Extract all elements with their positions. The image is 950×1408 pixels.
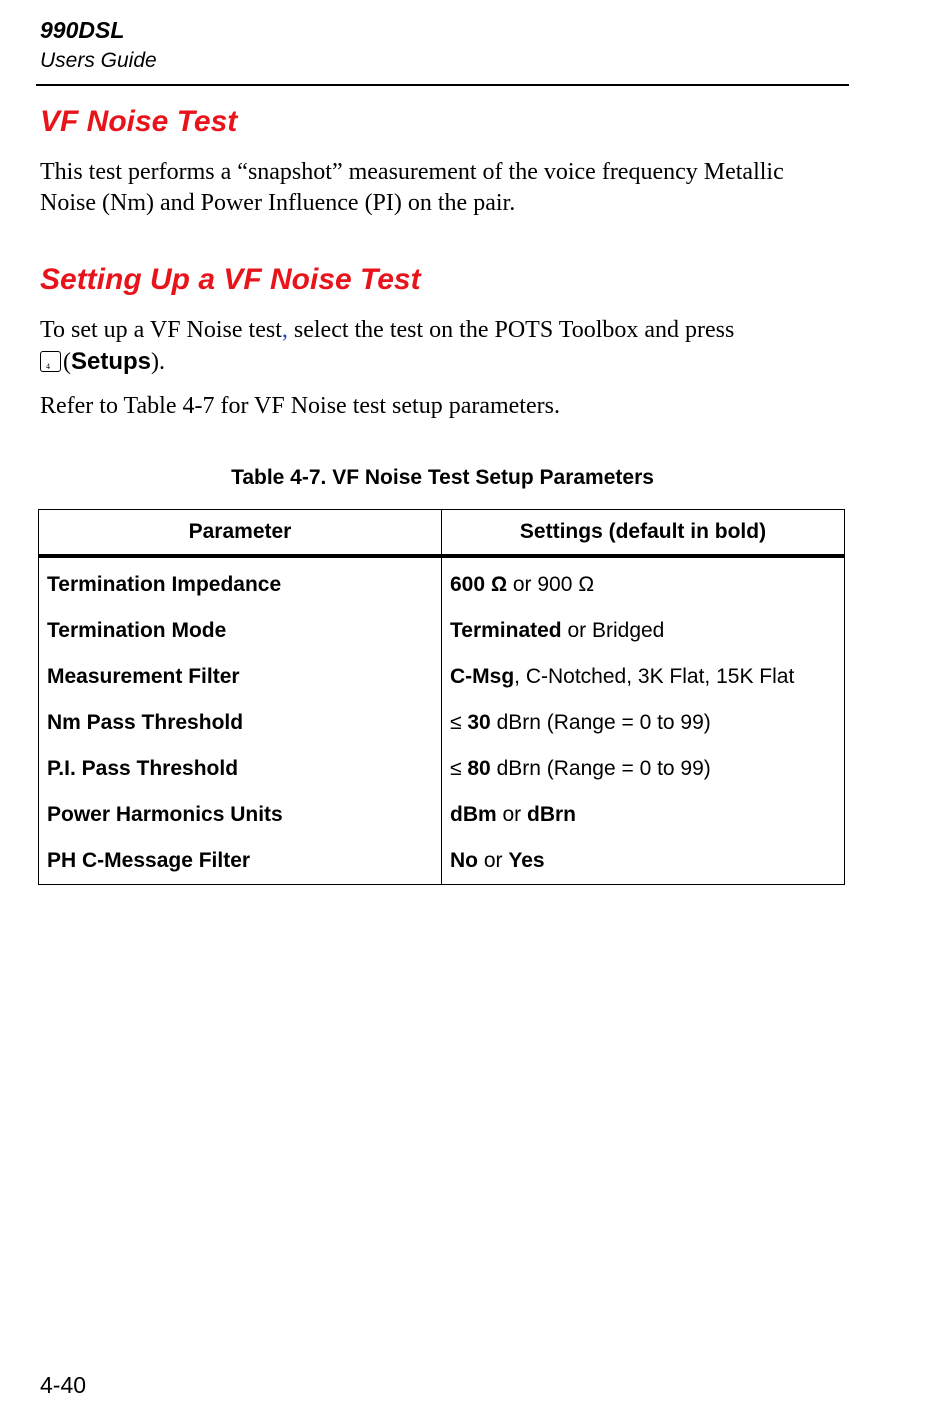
alt-value: or Bridged (561, 619, 665, 642)
column-header-settings: Settings (default in bold) (442, 510, 845, 557)
less-equal-symbol: ≤ (450, 757, 468, 780)
default-value: C-Msg (450, 665, 515, 688)
table-row (39, 700, 845, 746)
section-title: VF Noise Test (40, 105, 238, 138)
table-row (39, 654, 845, 700)
default-value: Terminated (450, 619, 562, 642)
parameter-name: Nm Pass Threshold (39, 700, 442, 746)
header-divider (36, 84, 849, 86)
close-paren: ). (151, 349, 166, 375)
table-row (39, 838, 845, 885)
default-value: dBm (450, 803, 497, 826)
setup-text-a: To set up a VF Noise test (40, 317, 282, 343)
default-value: Yes (508, 849, 545, 872)
table-header-row (39, 510, 845, 557)
setup-comma: , (281, 317, 288, 343)
table-row (39, 746, 845, 792)
parameter-settings (442, 700, 845, 746)
setup-text-b: select the test on the POTS Toolbox and press (287, 317, 735, 343)
section-intro: This test performs a “snapshot” measurement of the voice frequency Metallic Noise (Nm) and Power Influence (PI) on the pair. (40, 159, 784, 216)
parameter-name: Power Harmonics Units (39, 792, 442, 838)
parameter-settings (442, 838, 845, 885)
open-paren: ( (63, 349, 71, 375)
page-number: 4-40 (40, 1372, 87, 1398)
subsection-title: Setting Up a VF Noise Test (40, 263, 421, 296)
column-header-parameter: Parameter (39, 510, 442, 557)
parameter-settings (442, 654, 845, 700)
setup-parameters-table (38, 509, 845, 885)
table-caption: Table 4-7. VF Noise Test Setup Parameters (231, 466, 654, 489)
setups-key-label: Setups (71, 348, 152, 375)
range-text: dBrn (Range = 0 to 99) (490, 711, 711, 734)
parameter-name: Termination Mode (39, 608, 442, 654)
parameter-settings (442, 608, 845, 654)
less-equal-symbol: ≤ (450, 711, 468, 734)
header-product-name: 990DSL (40, 17, 125, 43)
parameter-name: PH C-Message Filter (39, 838, 442, 885)
range-text: dBrn (Range = 0 to 99) (490, 757, 711, 780)
default-value: No (450, 849, 478, 872)
parameter-name: Termination Impedance (39, 556, 442, 608)
parameter-name: Measurement Filter (39, 654, 442, 700)
table-row (39, 792, 845, 838)
table-row (39, 556, 845, 608)
softkey-number: 4 (46, 362, 50, 371)
table-reference: Refer to Table 4-7 for VF Noise test setup parameters. (40, 393, 560, 419)
default-value: 600 Ω (450, 573, 508, 596)
softkey-4-icon (40, 351, 61, 372)
parameter-settings (442, 556, 845, 608)
parameter-settings (442, 792, 845, 838)
default-value: 30 (467, 711, 491, 734)
default-value: dBrn (527, 803, 577, 826)
parameter-settings (442, 746, 845, 792)
or-text: or (478, 849, 509, 872)
alt-value: or 900 Ω (507, 573, 595, 596)
setup-instructions (40, 315, 840, 378)
header-guide-title: Users Guide (40, 49, 157, 72)
alt-values: , C-Notched, 3K Flat, 15K Flat (514, 665, 795, 688)
table-row (39, 608, 845, 654)
parameter-name: P.I. Pass Threshold (39, 746, 442, 792)
default-value: 80 (467, 757, 491, 780)
or-text: or (496, 803, 528, 826)
